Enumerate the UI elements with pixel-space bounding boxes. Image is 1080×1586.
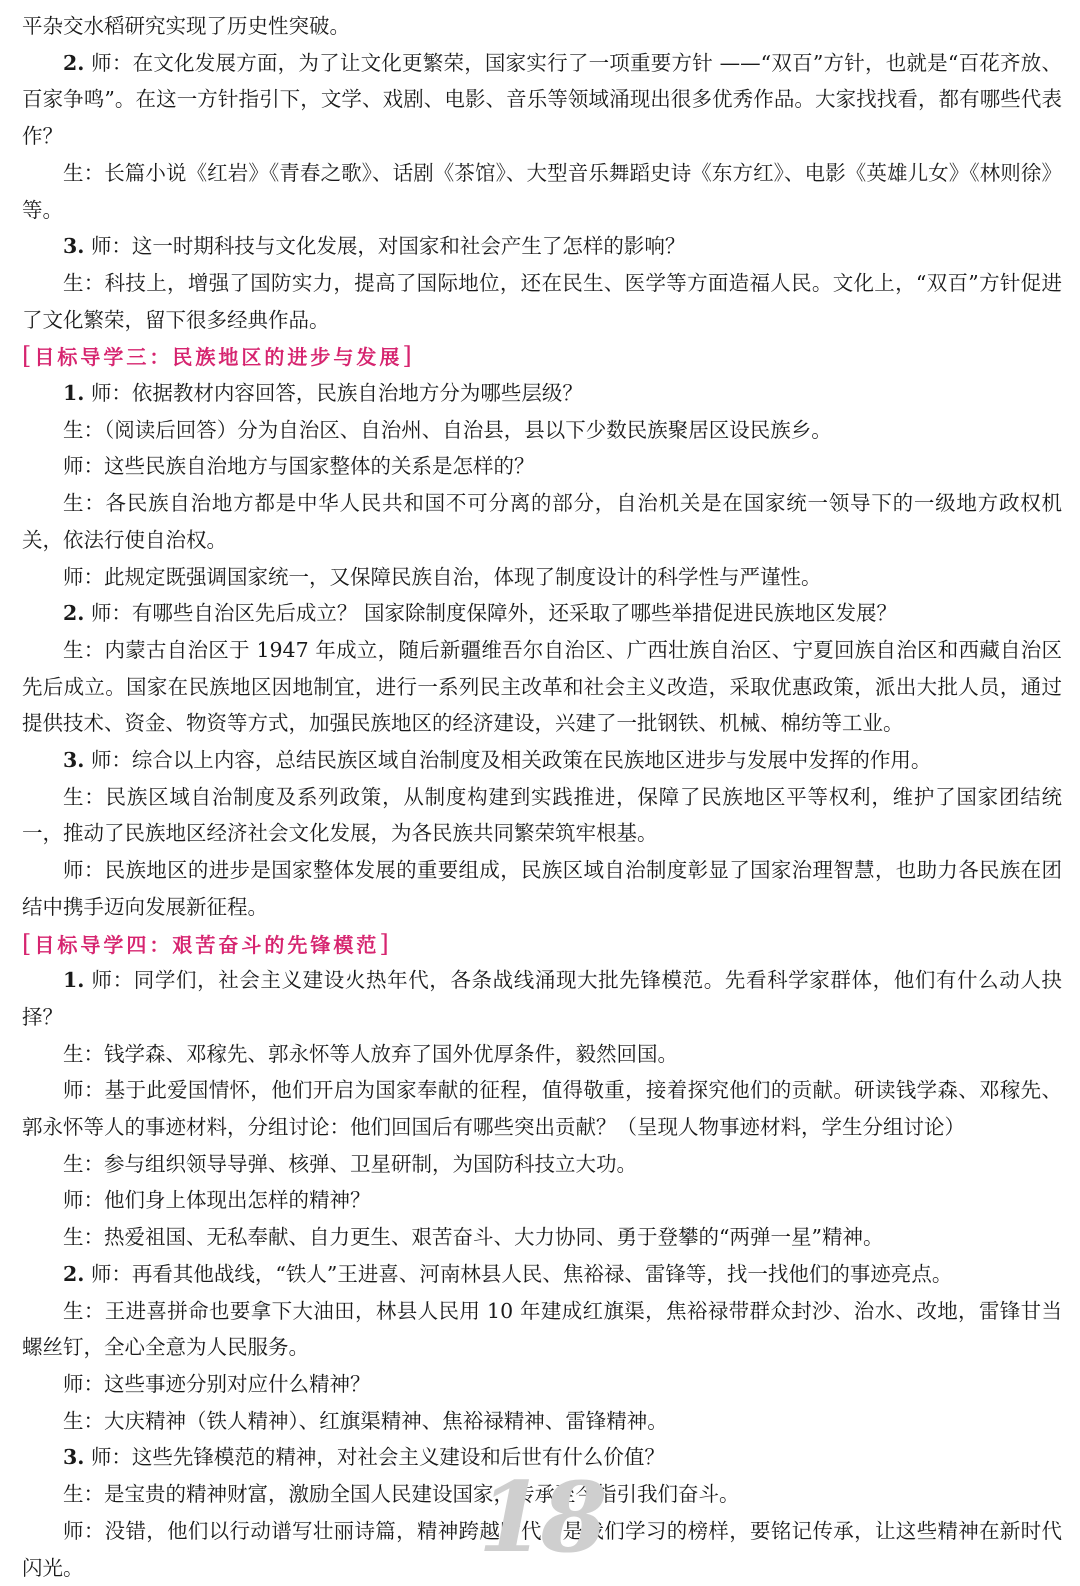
paragraph-17: 1. 师：同学们，社会主义建设火热年代，各条战线涌现大批先锋模范。先看科学家群体，他们有什么动人抉择？	[22, 968, 1062, 1029]
right-bracket-icon: ]	[379, 929, 392, 958]
paragraph-6: 1. 师：依据教材内容回答，民族自治地方分为哪些层级？	[63, 381, 583, 406]
page-number: 18	[478, 1461, 604, 1574]
paragraph-4: 生：科技上，增强了国防实力，提高了国际地位，还在民生、医学等方面造福人民。文化上，“双百”方针促进了文化繁荣，留下很多经典作品。	[22, 270, 1062, 332]
paragraph-26: 生：大庆精神（铁人精神）、红旗渠精神、焦裕禄精神、雷锋精神。	[63, 1408, 668, 1433]
paragraph-13: 3. 师：综合以上内容，总结民族区域自治制度及相关政策在民族地区进步与发展中发挥的作用。	[63, 748, 932, 773]
paragraph-10: 师：此规定既强调国家统一，又保障民族自治，体现了制度设计的科学性与严谨性。	[63, 564, 822, 589]
paragraph-15: 师：民族地区的进步是国家整体发展的重要组成，民族区域自治制度彰显了国家治理智慧，也助力各民族在团结中携手迈向发展新征程。	[22, 858, 1062, 919]
paragraph-3: 3. 师：这一时期科技与文化发展，对国家和社会产生了怎样的影响？	[63, 234, 686, 259]
paragraph-27: 3. 师：这些先锋模范的精神，对社会主义建设和后世有什么价值？	[63, 1445, 665, 1470]
section-heading-3: [目标导学三：民族地区的进步与发展]	[22, 342, 415, 371]
item-number: 3.	[63, 234, 85, 259]
paragraph-29: 师：没错，他们以行动谱写壮丽诗篇，精神跨越时代，是我们学习的榜样，要铭记传承，让这些精神在新时代闪光。	[22, 1518, 1062, 1580]
section-heading-4: [目标导学四：艰苦奋斗的先锋模范]	[22, 929, 392, 958]
paragraph-22: 生：热爱祖国、无私奉献、自力更生、艰苦奋斗、大力协同、勇于登攀的“两弹一星”精神。	[63, 1225, 884, 1250]
left-bracket-icon: [	[22, 342, 35, 371]
paragraph-28: 生：是宝贵的精神财富，激励全国人民建设国家，传承至今指引我们奋斗。	[63, 1482, 740, 1507]
paragraph-8: 师：这些民族自治地方与国家整体的关系是怎样的？	[63, 454, 535, 479]
item-number: 2.	[63, 601, 85, 626]
paragraph-23: 2. 师：再看其他战线，“铁人”王进喜、河南林县人民、焦裕禄、雷锋等，找一找他们的事迹亮点。	[63, 1261, 953, 1286]
paragraph-9: 生：各民族自治地方都是中华人民共和国不可分离的部分，自治机关是在国家统一领导下的一级地方政权机关，依法行使自治权。	[22, 491, 1062, 552]
item-number: 3.	[63, 1445, 85, 1470]
item-number: 2.	[63, 50, 85, 75]
paragraph-21: 师：他们身上体现出怎样的精神？	[63, 1188, 371, 1213]
item-number: 1.	[63, 968, 85, 993]
paragraph-2: 生：长篇小说《红岩》《青春之歌》、话剧《茶馆》、大型音乐舞蹈史诗《东方红》、电影《英雄儿女》《林则徐》等。	[22, 160, 1062, 222]
paragraph-14: 生：民族区域自治制度及系列政策，从制度构建到实践推进，保障了民族地区平等权利，维护了国家团结统一，推动了民族地区经济社会文化发展，为各民族共同繁荣筑牢根基。	[22, 784, 1062, 846]
paragraph-0: 平杂交水稻研究实现了历史性突破。	[22, 14, 350, 38]
item-number: 1.	[63, 381, 85, 406]
left-bracket-icon: [	[22, 929, 35, 958]
right-bracket-icon: ]	[402, 342, 415, 371]
paragraph-1: 2. 师：在文化发展方面，为了让文化更繁荣，国家实行了一项重要方针 ——“双百”方针，也就是“百花齐放、百家争鸣”。在这一方针指引下，文学、戏剧、电影、音乐等领域涌现出很多优秀作品。大家找找看，都有哪些代表作？	[22, 50, 1062, 149]
document-body	[22, 8, 1062, 1586]
paragraph-25: 师：这些事迹分别对应什么精神？	[63, 1371, 371, 1396]
paragraph-11: 2. 师：有哪些自治区先后成立？ 国家除制度保障外，还采取了哪些举措促进民族地区发展？	[63, 601, 897, 626]
paragraph-7: 生：（阅读后回答）分为自治区、自治州、自治县，县以下少数民族聚居区设民族乡。	[63, 417, 832, 442]
item-number: 3.	[63, 748, 85, 773]
paragraph-20: 生：参与组织领导导弹、核弹、卫星研制，为国防科技立大功。	[63, 1151, 637, 1176]
paragraph-24: 生：王进喜拼命也要拿下大油田，林县人民用 10 年建成红旗渠，焦裕禄带群众封沙、治水、改地，雷锋甘当螺丝钉，全心全意为人民服务。	[22, 1298, 1062, 1360]
paragraph-12: 生：内蒙古自治区于 1947 年成立，随后新疆维吾尔自治区、广西壮族自治区、宁夏回族自治区和西藏自治区先后成立。国家在民族地区因地制宜，进行一系列民主改革和社会主义改造，采取优惠政策，派出大批人员，通过提供技术、资金、物资等方式，加强民族地区的经济建设，兴建了一批钢铁、机械、棉纺等工业。	[22, 637, 1062, 736]
paragraph-19: 师：基于此爱国情怀，他们开启为国家奉献的征程，值得敬重，接着探究他们的贡献。研读钱学森、邓稼先、郭永怀等人的事迹材料，分组讨论：他们回国后有哪些突出贡献？（呈现人物事迹材料，学生分组讨论）	[22, 1078, 1062, 1140]
paragraph-18: 生：钱学森、邓稼先、郭永怀等人放弃了国外优厚条件，毅然回国。	[63, 1041, 678, 1066]
item-number: 2.	[63, 1261, 85, 1286]
